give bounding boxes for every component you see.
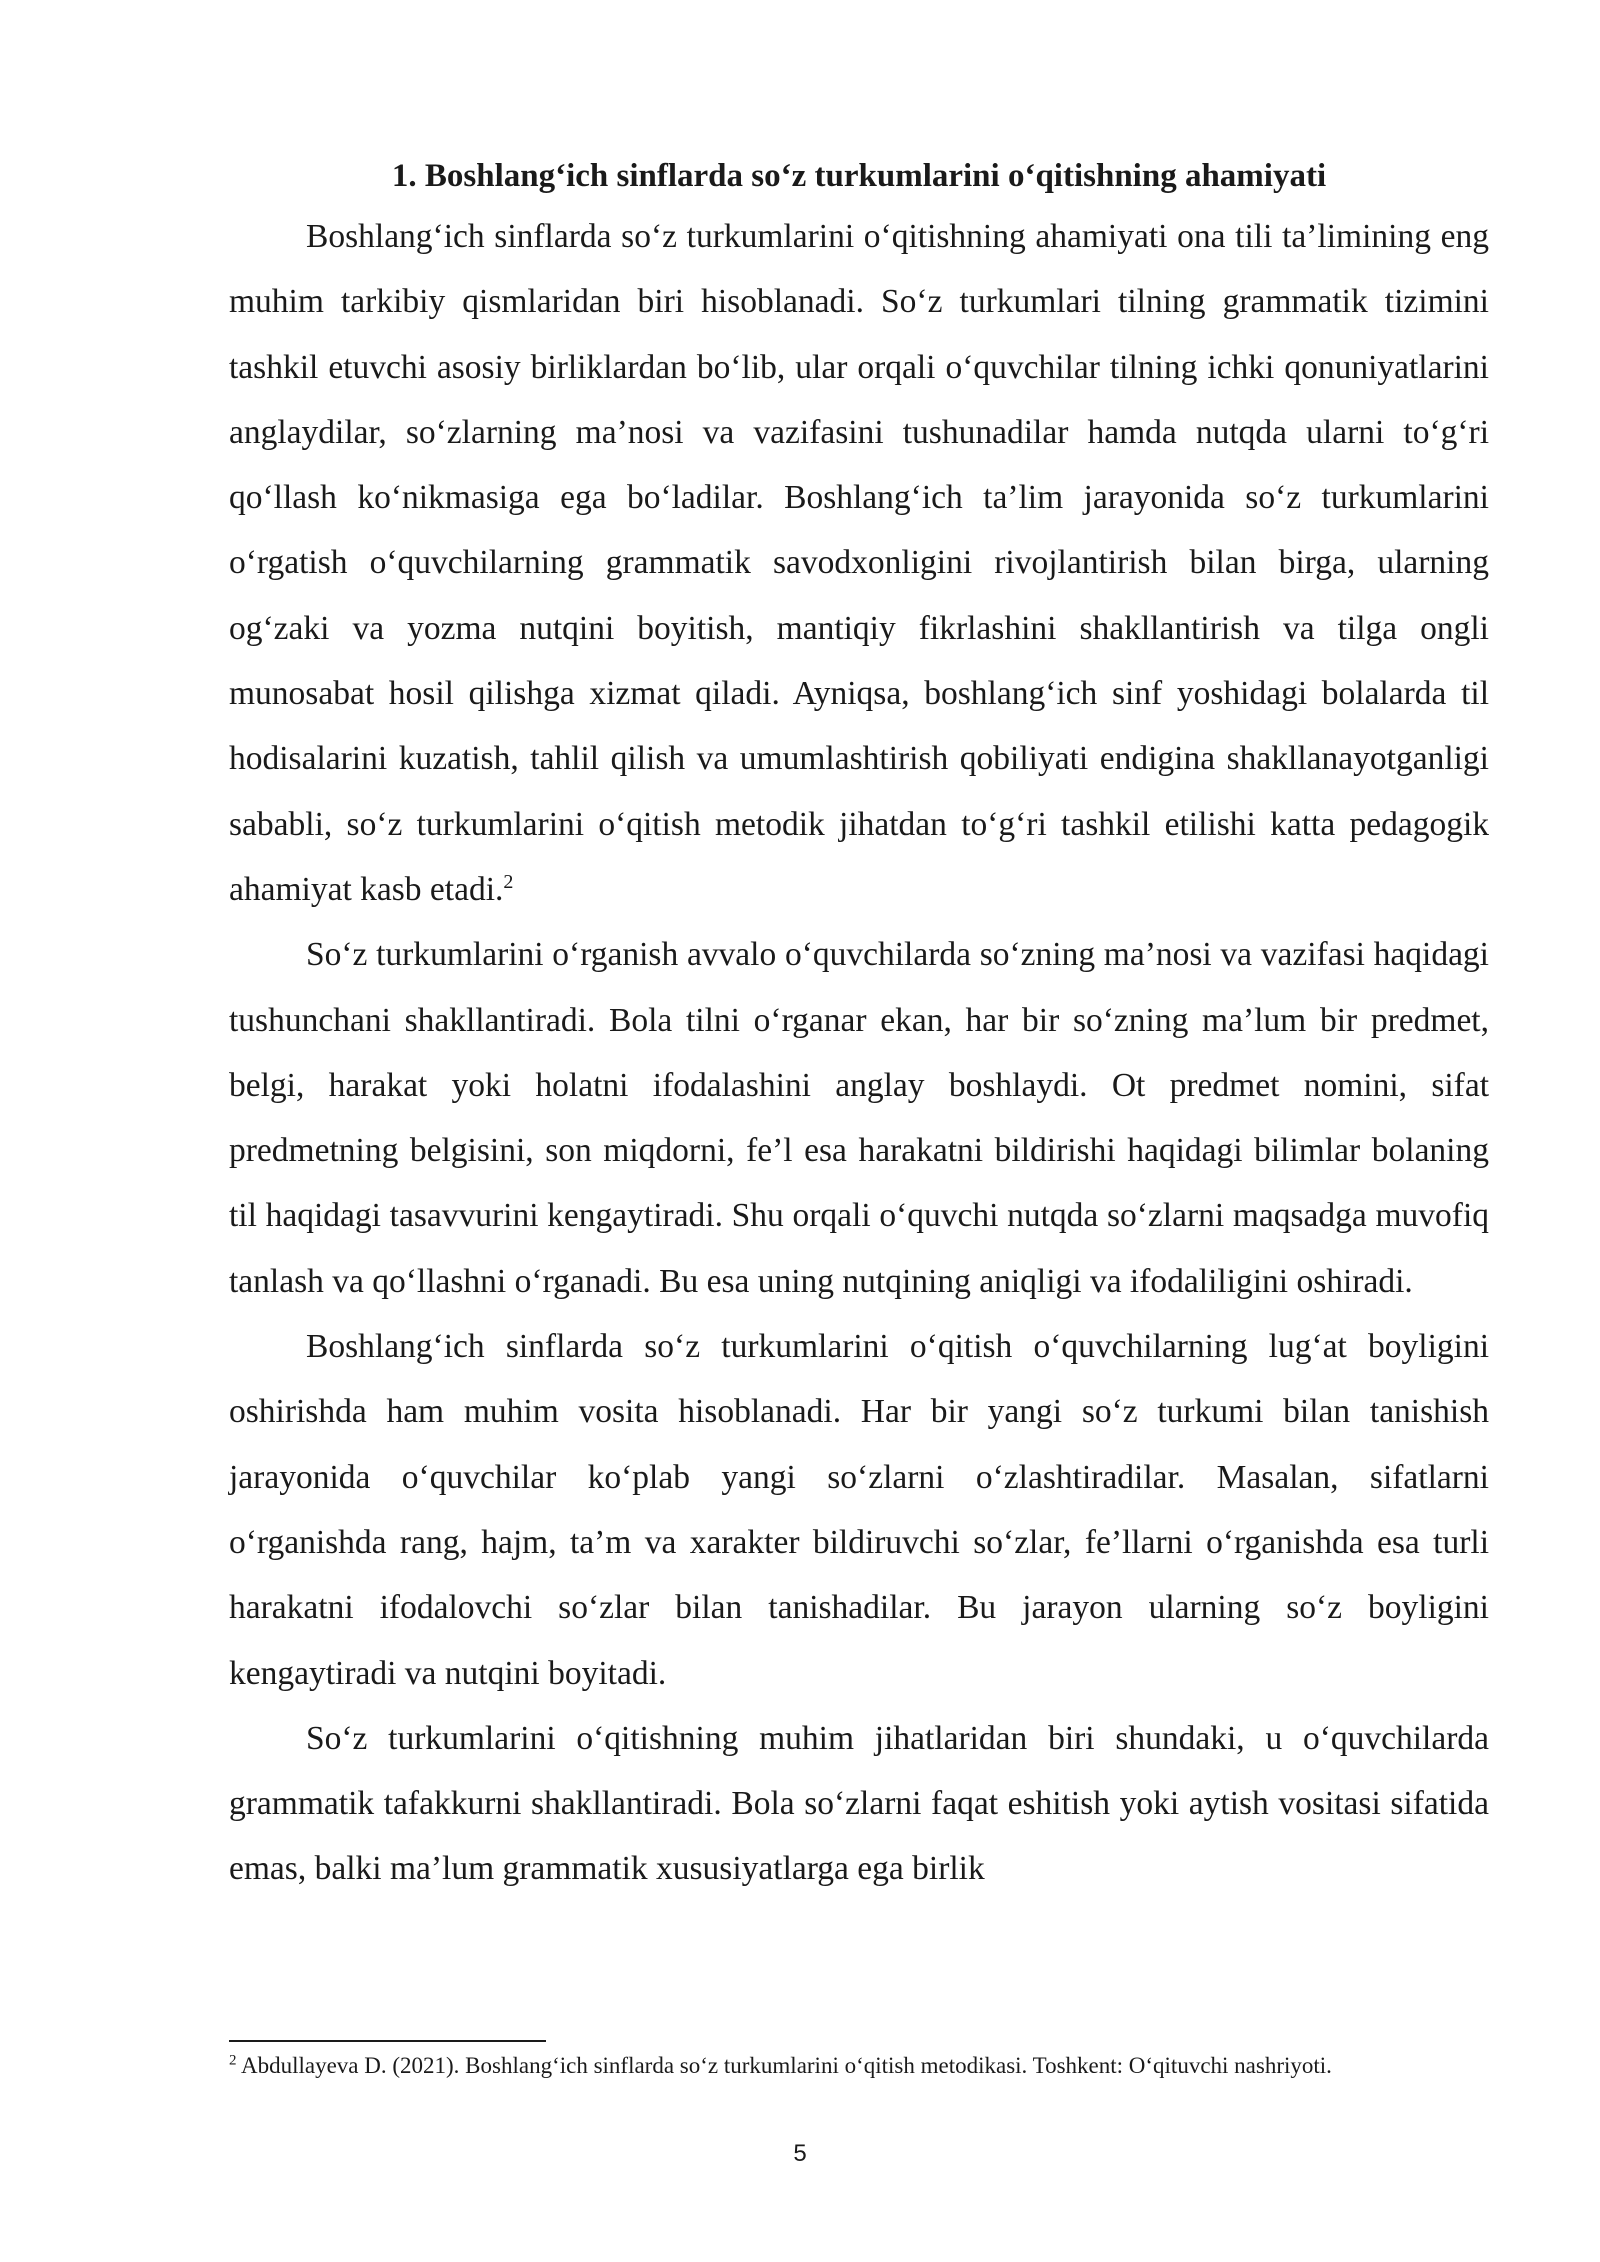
footnote-separator bbox=[229, 2040, 546, 2042]
paragraph-4: So‘z turkumlarini o‘qitishning muhim jihatlaridan biri shundaki, u o‘quvchilarda grammatik tafakkurni shakllantiradi. Bola so‘zlarni faqat eshitish yoki aytish vositasi sifatida emas, balki ma’lum grammatik xususiyatlarga ega birlik bbox=[229, 1719, 1489, 1888]
page-body bbox=[229, 150, 1489, 1902]
paragraph-1 bbox=[229, 204, 1489, 922]
paragraph-1-text: Boshlang‘ich sinflarda so‘z turkumlarini o‘qitishning ahamiyati ona tili ta’limining eng muhim tarkibiy qismlaridan biri hisoblanadi. So‘z turkumlari tilning grammatik tizimini tashkil etuvchi asosiy birliklardan bo‘lib, ular orqali o‘quvchilar tilning ichki qonuniyatlarini anglaydilar, so‘zlarning ma’nosi va vazifasini tushunadilar hamda nutqda ularni to‘g‘ri qo‘llash ko‘nikmasiga ega bo‘ladilar. Boshlang‘ich ta’lim jarayonida so‘z turkumlarini o‘rgatish o‘quvchilarning grammatik savodxonligini rivojlantirish bilan birga, ularning og‘zaki va yozma nutqini boyitish, mantiqiy fikrlashini shakllantirish va tilga ongli munosabat hosil qilishga xizmat qiladi. Ayniqsa, boshlang‘ich sinf yoshidagi bolalarda til hodisalarini kuzatish, tahlil qilish va umumlashtirish qobiliyati endigina shakllanayotganligi sababli, so‘z turkumlarini o‘qitish metodik jihatdan to‘g‘ri tashkil etilishi katta pedagogik ahamiyat kasb etadi. bbox=[229, 218, 1489, 908]
paragraph-2: So‘z turkumlarini o‘rganish avvalo o‘quvchilarda so‘zning ma’nosi va vazifasi haqidagi tushunchani shakllantiradi. Bola tilni o‘rganar ekan, har bir so‘zning ma’lum bir predmet, belgi, harakat yoki holatni ifodalashini anglay boshlaydi. Ot predmet nomini, sifat predmetning belgisini, son miqdorni, fe’l esa harakatni bildirishi haqidagi bilimlar bolaning til haqidagi tasavvurini kengaytiradi. Shu orqali o‘quvchi nutqda so‘zlarni maqsadga muvofiq tanlash va qo‘llashni o‘rganadi. Bu esa uning nutqining aniqligi va ifodaliligini oshiradi. bbox=[229, 936, 1489, 1300]
paragraph-3: Boshlang‘ich sinflarda so‘z turkumlarini o‘qitish o‘quvchilarning lug‘at boyligini oshirishda ham muhim vosita hisoblanadi. Har bir yangi so‘z turkumi bilan tanishish jarayonida o‘quvchilar ko‘plab yangi so‘zlarni o‘zlashtiradilar. Masalan, sifatlarni o‘rganishda rang, hajm, ta’m va xarakter bildiruvchi so‘zlar, fe’llarni o‘rganishda esa turli harakatni ifodalovchi so‘zlar bilan tanishadilar. Bu jarayon ularning so‘z boyligini kengaytiradi va nutqini boyitadi. bbox=[229, 1328, 1489, 1692]
footnote-text: Abdullayeva D. (2021). Boshlang‘ich sinflarda so‘z turkumlarini o‘qitish metodikasi. Toshkent: O‘qituvchi nashriyoti. bbox=[240, 2053, 1332, 2078]
page-number: 5 bbox=[793, 2140, 807, 2167]
footnote-number: 2 bbox=[229, 2052, 237, 2069]
footnote-reference[interactable]: 2 bbox=[503, 870, 514, 893]
section-title: 1. Boshlang‘ich sinflarda so‘z turkumlarini o‘qitishning ahamiyati bbox=[391, 158, 1327, 194]
footnote bbox=[229, 2050, 1489, 2082]
